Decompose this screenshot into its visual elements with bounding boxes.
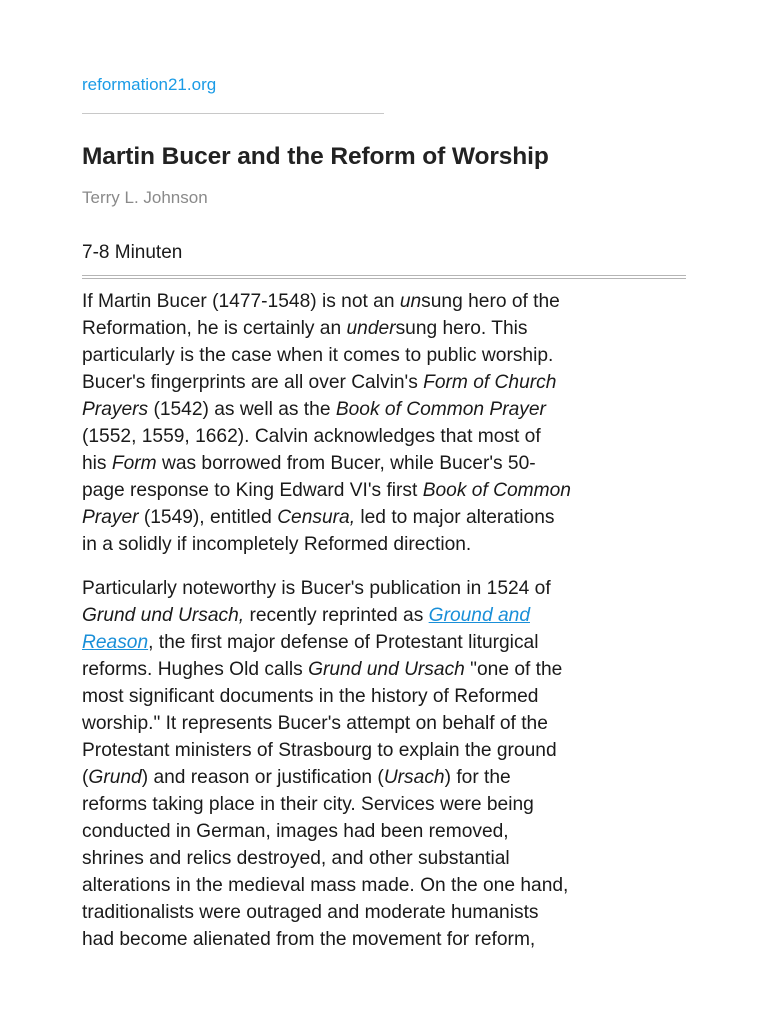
article-body xyxy=(82,288,686,970)
text-line: most significant documents in the history of Reformed xyxy=(82,686,539,707)
ground-and-reason-link[interactable]: Ground and xyxy=(428,605,530,626)
text-line: If Martin Bucer (1477-1548) is not an unsung hero of the xyxy=(82,291,560,312)
source-site-link[interactable]: reformation21.org xyxy=(82,75,217,94)
text-line: traditionalists were outraged and moderate humanists xyxy=(82,902,539,923)
text-line: alterations in the medieval mass made. On the one hand, xyxy=(82,875,569,896)
text-line: worship." It represents Bucer's attempt on behalf of the xyxy=(82,713,548,734)
header-divider xyxy=(82,113,384,114)
text-line: reforms. Hughes Old calls Grund und Ursach "one of the xyxy=(82,659,563,680)
text-line: particularly is the case when it comes to public worship. xyxy=(82,345,554,366)
article-title: Martin Bucer and the Reform of Worship xyxy=(82,143,549,170)
text-line: reforms taking place in their city. Services were being xyxy=(82,794,534,815)
text-line: (1552, 1559, 1662). Calvin acknowledges that most of xyxy=(82,426,541,447)
text-line: conducted in German, images had been removed, xyxy=(82,821,509,842)
text-line: Reformation, he is certainly an undersung hero. This xyxy=(82,318,528,339)
text-line: Reason, the first major defense of Protestant liturgical xyxy=(82,632,539,653)
text-line: Prayers (1542) as well as the Book of Common Prayer xyxy=(82,399,546,420)
text-line: Prayer (1549), entitled Censura, led to major alterations xyxy=(82,507,555,528)
text-line: had become alienated from the movement for reform, xyxy=(82,929,536,950)
reading-time: 7-8 Minuten xyxy=(82,242,183,263)
text-line: page response to King Edward VI's first Book of Common xyxy=(82,480,571,501)
paragraph-1 xyxy=(82,288,686,558)
text-line: Bucer's fingerprints are all over Calvin's Form of Church xyxy=(82,372,557,393)
text-line: in a solidly if incompletely Reformed direction. xyxy=(82,534,472,555)
paragraph-2 xyxy=(82,575,686,953)
text-line: Protestant ministers of Strasbourg to explain the ground xyxy=(82,740,557,761)
text-line: Particularly noteworthy is Bucer's publication in 1524 of xyxy=(82,578,551,599)
text-line: his Form was borrowed from Bucer, while Bucer's 50- xyxy=(82,453,536,474)
text-line: (Grund) and reason or justification (Ursach) for the xyxy=(82,767,511,788)
ground-and-reason-link-cont[interactable]: Reason xyxy=(82,632,149,653)
article-author: Terry L. Johnson xyxy=(82,188,208,207)
text-line: Grund und Ursach, recently reprinted as Ground and xyxy=(82,605,530,626)
content-divider xyxy=(82,275,686,279)
text-line: shrines and relics destroyed, and other substantial xyxy=(82,848,510,869)
